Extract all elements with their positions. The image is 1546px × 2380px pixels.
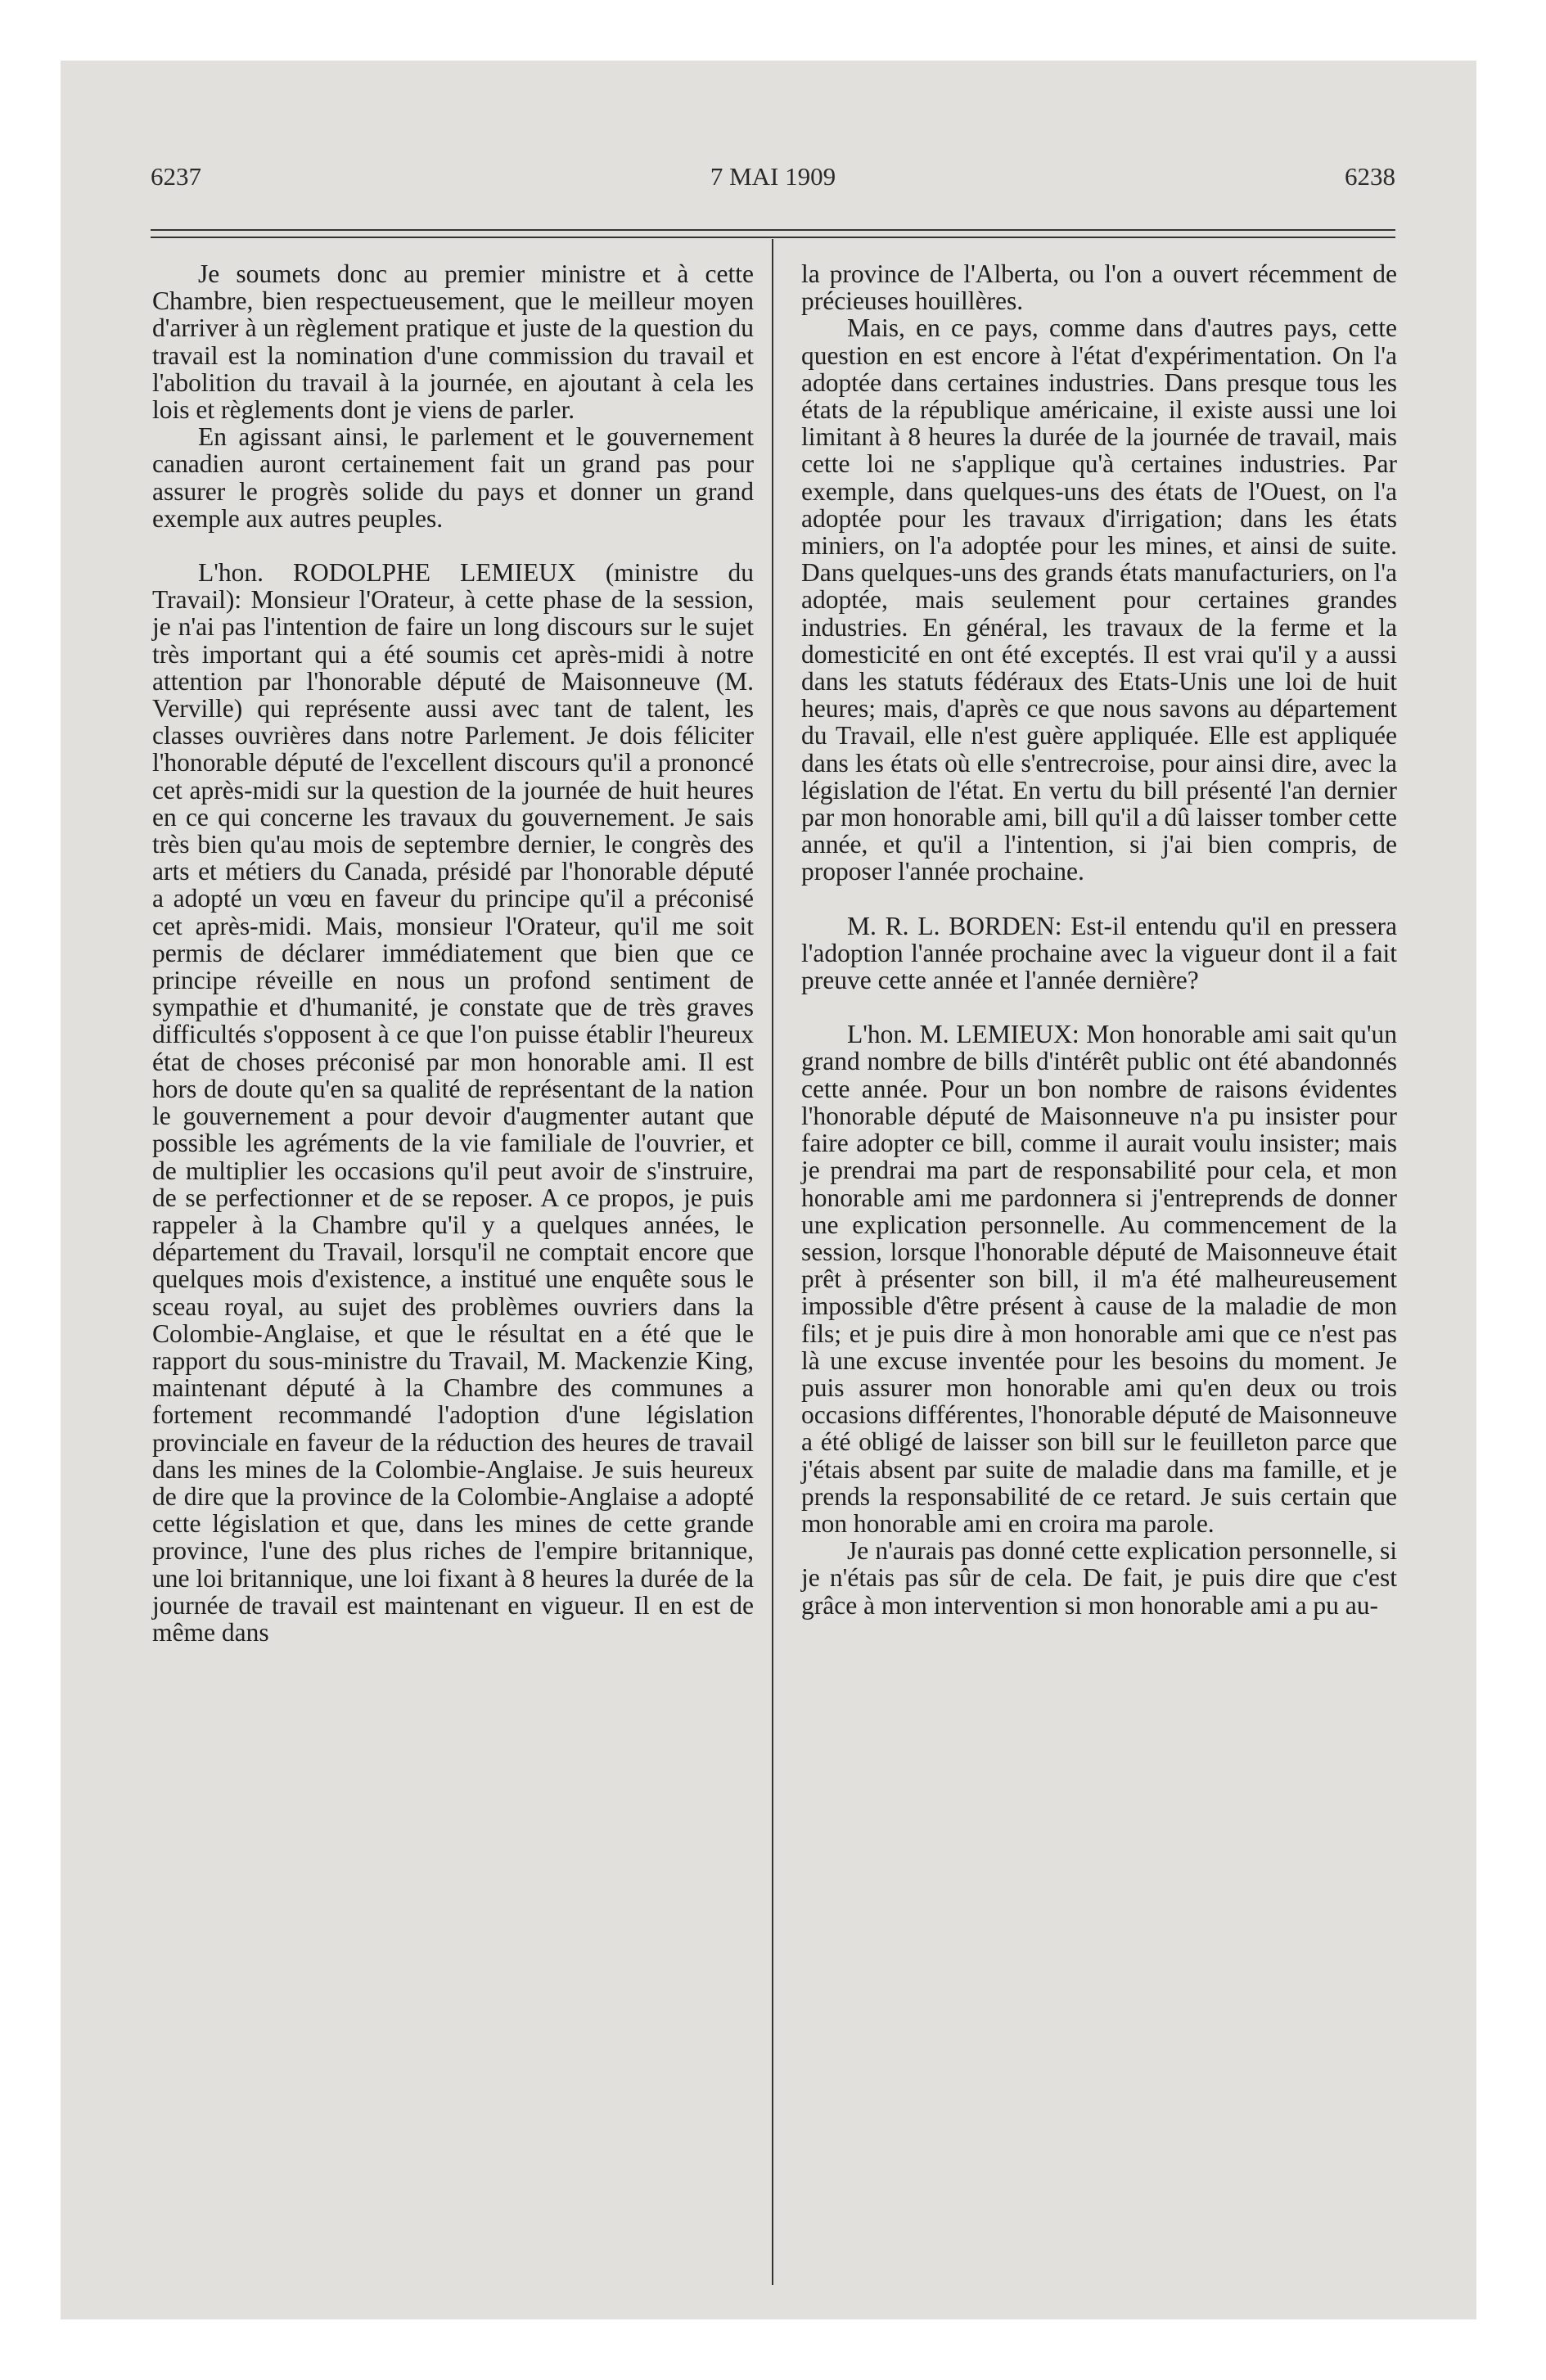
paragraph: Je soumets donc au premier ministre et à cette Chambre, bien respectueusement, que le meilleur moyen d'arriver à un règlement pratique et juste de la question du travail est la nomination d'une commission du travail et l'abolition du travail à la journée, en ajoutant à cela les lois et règlements dont je viens de parler.: [152, 259, 754, 425]
page-number-right: 6238: [1345, 162, 1395, 191]
left-column: [152, 260, 754, 1646]
paragraph: L'hon. M. LEMIEUX: Mon honorable ami sait qu'un grand nombre de bills d'intérêt public ont été abandonnés cette année. Pour un bon nombre de raisons évidentes l'honorable député de Maisonneuve n'a pu insister pour faire adopter ce bill, comme il aurait voulu insister; mais je prendrai ma part de responsabilité pour cela, et mon honorable ami me pardonnera si j'entreprends de donner une explication personnelle. Au commencement de la session, lorsque l'honorable député de Maisonneuve était prêt à présenter son bill, il m'a été malheureusement impossible d'être présent à cause de la maladie de mon fils; et je puis dire à mon honorable ami que ce n'est pas là une excuse inventée pour les besoins du moment. Je puis assurer mon honorable ami qu'en deux ou trois occasions différentes, l'honorable député de Maisonneuve a été obligé de laisser son bill sur le feuilleton parce que j'étais absent par suite de maladie dans ma famille, et je prends la responsabilité de ce retard. Je suis certain que mon honorable ami en croira ma parole.: [801, 1020, 1397, 1538]
paragraph: Mais, en ce pays, comme dans d'autres pays, cette question en est encore à l'état d'expérimentation. On l'a adoptée dans certaines industries. Dans presque tous les états de la république américaine, il existe aussi une loi limitant à 8 heures la durée de la journée de travail, mais cette loi ne s'applique qu'à certaines industries. Par exemple, dans quelques-uns des états de l'Ouest, on l'a adoptée pour les travaux d'irrigation; dans les états miniers, on l'a adoptée pour les mines, et ainsi de suite. Dans quelques-uns des grands états manufacturiers, on l'a adoptée, mais seulement pour certaines grandes industries. En général, les travaux de la ferme et la domesticité en ont été exceptés. Il est vrai qu'il y a aussi dans les statuts fédéraux des Etats-Unis une loi de huit heures; mais, d'après ce que nous savons au département du Travail, elle n'est guère appliquée. Elle est appliquée dans les états où elle s'entrecroise, pour ainsi dire, avec la législation de l'état. En vertu du bill présenté l'an dernier par mon honorable ami, bill qu'il a dû laisser tomber cette année, et qu'il a l'intention, si j'ai bien compris, de proposer l'année prochaine.: [801, 313, 1397, 886]
paragraph: L'hon. RODOLPHE LEMIEUX (ministre du Travail): Monsieur l'Orateur, à cette phase de la session, je n'ai pas l'intention de faire un long discours sur le sujet très important qui a été soumis cet après-midi à notre attention par l'honorable député de Maisonneuve (M. Verville) qui représente aussi avec tant de talent, les classes ouvrières dans notre Parlement. Je dois féliciter l'honorable député de l'excellent discours qu'il a prononcé cet après-midi sur la question de la journée de huit heures en ce qui concerne les travaux du gouvernement. Je sais très bien qu'au mois de septembre dernier, le congrès des arts et métiers du Canada, présidé par l'honorable député a adopté un vœu en faveur du principe qu'il a préconisé cet après-midi. Mais, monsieur l'Orateur, qu'il me soit permis de déclarer immédiatement que bien que ce principe réveille en nous un profond sentiment de sympathie et d'humanité, je constate que de très graves difficultés s'opposent à ce que l'on puisse établir l'heureux état de choses préconisé par mon honorable ami. Il est hors de doute qu'en sa qualité de représentant de la nation le gouvernement a pour devoir d'augmenter autant que possible les agréments de la vie familiale de l'ouvrier, et de multiplier les occasions qu'il peut avoir de s'instruire, de se perfectionner et de se reposer. A ce propos, je puis rappeler à la Chambre qu'il y a quelques années, le département du Travail, lorsqu'il ne comptait encore que quelques mois d'existence, a institué une enquête sous le sceau royal, au sujet des problèmes ouvriers dans la Colombie-Anglaise, et que le résultat en a été que le rapport du sous-ministre du Travail, M. Mackenzie King, maintenant député à la Chambre des communes a fortement recommandé l'adoption d'une législation provinciale en faveur de la réduction des heures de travail dans les mines de la Colombie-Anglaise. Je suis heureux de dire que la province de la Colombie-Anglaise a adopté cette législation et que, dans les mines de cette grande province, l'une des plus riches de l'empire britannique, une loi britannique, une loi fixant à 8 heures la durée de la journée de travail est maintenant en vigueur. Il en est de même dans: [152, 558, 754, 1647]
right-column: [801, 260, 1397, 1619]
paragraph: M. R. L. BORDEN: Est-il entendu qu'il en pressera l'adoption l'année prochaine avec la vigueur dont il a fait preuve cette année et l'année dernière?: [801, 911, 1397, 995]
header-rule-top: [151, 229, 1395, 231]
header-rule-bottom: [151, 237, 1395, 238]
paragraph: la province de l'Alberta, ou l'on a ouvert récemment de précieuses houillères.: [801, 259, 1397, 316]
paragraph: Je n'aurais pas donné cette explication personnelle, si je n'étais pas sûr de cela. De fait, je puis dire que c'est grâce à mon intervention si mon honorable ami a pu au-: [801, 1536, 1397, 1620]
page-date: 7 MAI 1909: [710, 162, 836, 191]
page-number-left: 6237: [151, 162, 201, 191]
column-divider: [772, 239, 773, 2285]
paragraph: En agissant ainsi, le parlement et le gouvernement canadien auront certainement fait un grand pas pour assurer le progrès solide du pays et donner un grand exemple aux autres peuples.: [152, 422, 754, 533]
